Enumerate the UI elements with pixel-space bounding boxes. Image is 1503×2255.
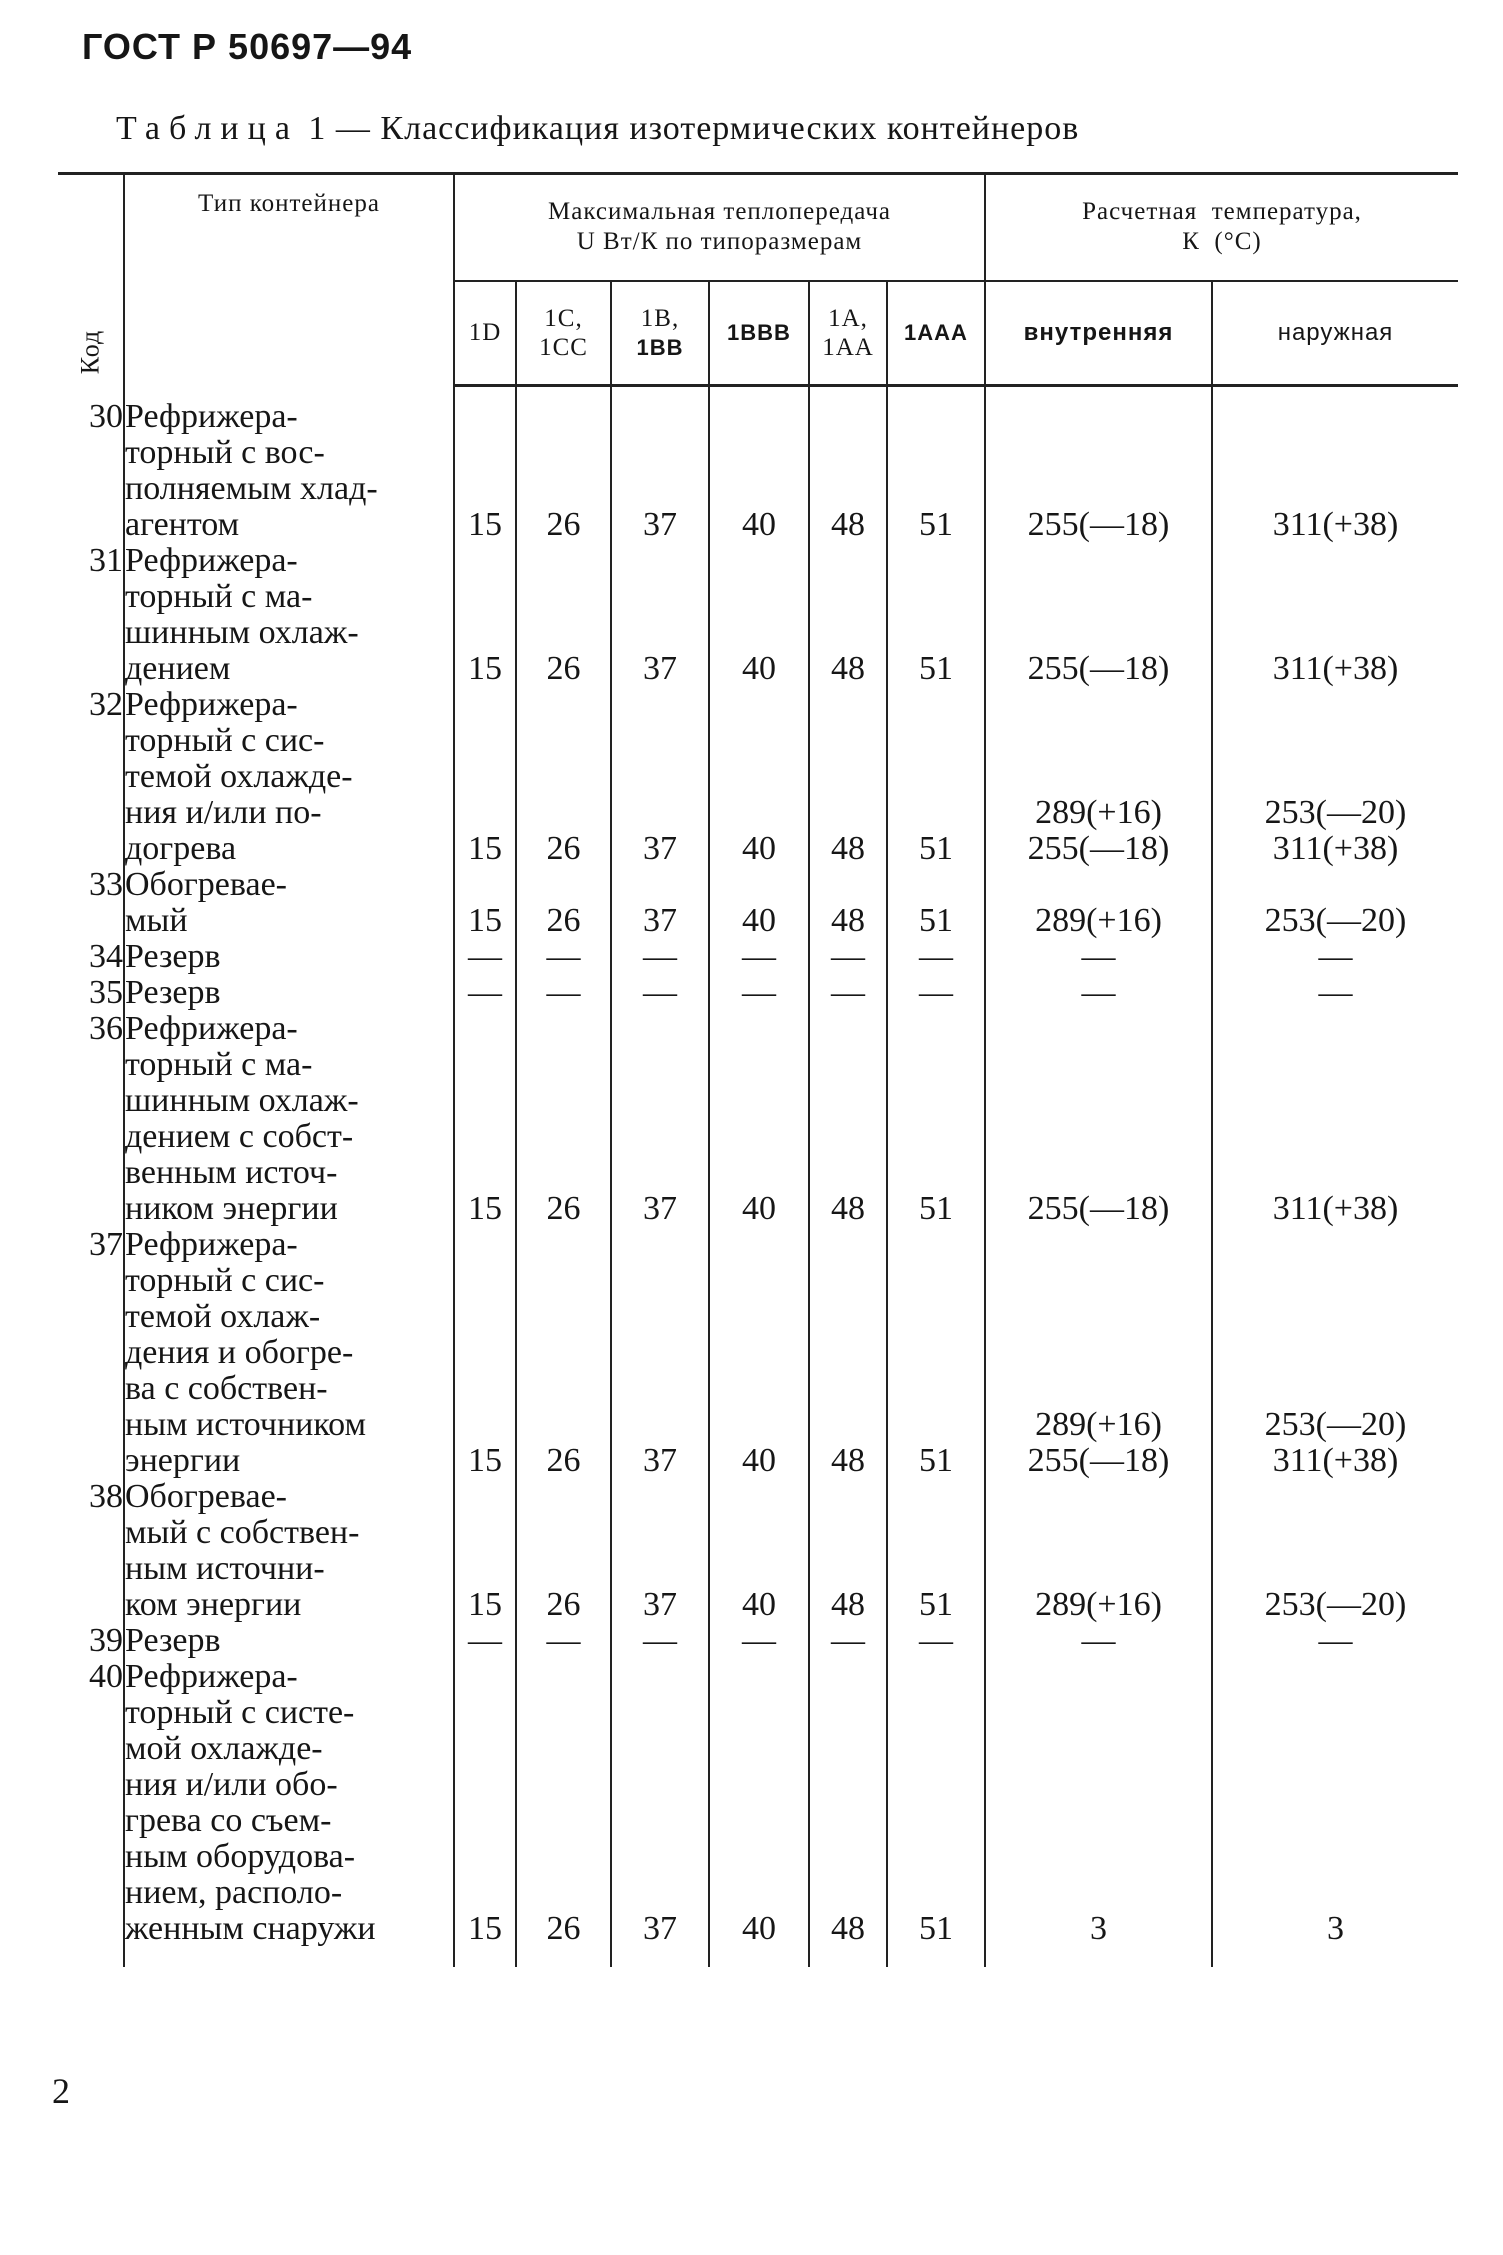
heat-value: 40 — [742, 1189, 776, 1227]
heat-value: 51 — [919, 1441, 953, 1479]
heat-value: — — [643, 937, 677, 975]
row-inner-temperature — [985, 867, 1212, 939]
row-heat-transfer-value — [611, 543, 709, 687]
row-heat-transfer-value — [454, 1479, 516, 1623]
type-line: шинным охлаж- — [125, 1081, 359, 1119]
row-heat-transfer-value — [709, 939, 809, 975]
heat-value: 37 — [643, 505, 677, 543]
heat-value: 37 — [643, 901, 677, 939]
type-line: энергии — [125, 1441, 241, 1479]
outer-temp-value: 311(+38) — [1272, 505, 1399, 543]
heat-value: 26 — [546, 829, 581, 867]
heat-value: — — [742, 937, 776, 975]
heat-value: 15 — [468, 1909, 502, 1947]
heat-value: 37 — [643, 1585, 677, 1623]
caption-text: 1 — Классификация изотермических контейнеров — [298, 110, 1080, 147]
type-line: Обогревае- — [125, 1477, 287, 1515]
row-heat-transfer-value — [454, 399, 516, 543]
type-line: дением с собст- — [125, 1117, 354, 1155]
page-number: 2 — [52, 2071, 70, 2111]
heat-value: 40 — [742, 1909, 776, 1947]
type-line: Рефрижера- — [125, 1657, 298, 1695]
row-heat-transfer-value — [454, 1227, 516, 1479]
heat-value: 40 — [742, 649, 776, 687]
type-line: Рефрижера- — [125, 685, 298, 723]
row-container-type — [124, 939, 454, 975]
type-line: Рефрижера- — [125, 1009, 298, 1047]
row-heat-transfer-value — [887, 1011, 985, 1227]
type-line: нием, располо- — [125, 1873, 343, 1911]
row-heat-transfer-value — [516, 939, 611, 975]
row-heat-transfer-value — [709, 399, 809, 543]
outer-temp-value: 311(+38) — [1272, 649, 1399, 687]
table-header — [58, 174, 1458, 386]
row-container-type — [124, 1623, 454, 1659]
row-heat-transfer-value — [887, 1479, 985, 1623]
row-heat-transfer-value — [454, 939, 516, 975]
heat-value: 37 — [643, 1441, 677, 1479]
heat-value: 48 — [831, 901, 865, 939]
type-line: мой охлажде- — [125, 1729, 323, 1767]
table-row — [58, 543, 1458, 687]
heat-value: 48 — [831, 1585, 865, 1623]
inner-temp-value: 255(—18) — [1027, 505, 1170, 543]
type-line: ния и/или по- — [125, 793, 322, 831]
outer-temp-value: 253(—20) — [1264, 793, 1407, 831]
row-code — [58, 867, 124, 939]
type-line: догрева — [125, 829, 237, 867]
row-heat-transfer-value — [611, 1623, 709, 1659]
row-heat-transfer-value — [887, 867, 985, 939]
row-code — [58, 939, 124, 975]
heat-value: 51 — [919, 505, 953, 543]
heat-value: 26 — [546, 901, 581, 939]
row-heat-transfer-value — [809, 399, 887, 543]
heat-value: 26 — [546, 1441, 581, 1479]
heat-value: 37 — [643, 649, 677, 687]
row-container-type — [124, 687, 454, 867]
heat-value: 51 — [919, 1909, 953, 1947]
heat-value: 51 — [919, 901, 953, 939]
heat-value: 40 — [742, 901, 776, 939]
row-heat-transfer-value — [809, 1659, 887, 1947]
heat-value: 37 — [643, 1909, 677, 1947]
code-value: 32 — [89, 685, 123, 723]
inner-temp-value: — — [1081, 1621, 1116, 1659]
heat-value: 51 — [919, 829, 953, 867]
row-outer-temperature — [1212, 687, 1458, 867]
code-value: 35 — [89, 973, 123, 1011]
type-line: Резерв — [125, 973, 221, 1011]
heat-value: — — [831, 937, 865, 975]
outer-temp-value: — — [1318, 1621, 1353, 1659]
type-line: шинным охлаж- — [125, 613, 359, 651]
row-inner-temperature — [985, 939, 1212, 975]
type-line: ным оборудова- — [125, 1837, 356, 1875]
row-code — [58, 687, 124, 867]
row-heat-transfer-value — [516, 1227, 611, 1479]
row-heat-transfer-value — [709, 1623, 809, 1659]
heat-value: — — [831, 1621, 865, 1659]
row-heat-transfer-value — [887, 687, 985, 867]
row-heat-transfer-value — [516, 687, 611, 867]
row-heat-transfer-value — [516, 543, 611, 687]
code-value: 30 — [89, 397, 123, 435]
heat-value: — — [546, 973, 581, 1011]
heat-value: 51 — [919, 649, 953, 687]
row-heat-transfer-value — [809, 1623, 887, 1659]
code-value: 33 — [89, 865, 123, 903]
row-heat-transfer-value — [809, 1227, 887, 1479]
row-heat-transfer-value — [887, 1227, 985, 1479]
type-line: венным источ- — [125, 1153, 338, 1191]
row-heat-transfer-value — [516, 1659, 611, 1947]
header-size-1c: 1C, 1CC — [516, 281, 611, 386]
inner-temp-value: 289(+16) — [1035, 901, 1162, 939]
table-row — [58, 939, 1458, 975]
heat-value: 26 — [546, 1909, 581, 1947]
table-row — [58, 1479, 1458, 1623]
header-size-1aaa: 1AAA — [887, 281, 985, 386]
type-line: торный с сис- — [125, 721, 325, 759]
row-heat-transfer-value — [611, 1659, 709, 1947]
row-outer-temperature — [1212, 1227, 1458, 1479]
heat-value: 15 — [468, 901, 502, 939]
row-heat-transfer-value — [454, 867, 516, 939]
heat-value: 26 — [546, 649, 581, 687]
row-heat-transfer-value — [809, 975, 887, 1011]
table-body — [58, 385, 1458, 1967]
row-heat-transfer-value — [454, 975, 516, 1011]
row-code — [58, 1011, 124, 1227]
heat-value: 15 — [468, 1585, 502, 1623]
type-line: дения и обогре- — [125, 1333, 354, 1371]
heat-value: — — [468, 937, 502, 975]
row-container-type — [124, 867, 454, 939]
heat-value: 40 — [742, 1585, 776, 1623]
row-code — [58, 1227, 124, 1479]
type-line: Рефрижера- — [125, 541, 298, 579]
inner-temp-value: 289(+16) — [1035, 1585, 1162, 1623]
row-inner-temperature — [985, 1659, 1212, 1947]
row-outer-temperature — [1212, 543, 1458, 687]
table-row — [58, 1011, 1458, 1227]
type-line: ком энергии — [125, 1585, 302, 1623]
heat-value: 40 — [742, 829, 776, 867]
row-heat-transfer-value — [611, 975, 709, 1011]
type-line: Резерв — [125, 1621, 221, 1659]
heat-value: 15 — [468, 649, 502, 687]
row-heat-transfer-value — [709, 1659, 809, 1947]
heat-value: — — [546, 937, 581, 975]
row-container-type — [124, 399, 454, 543]
heat-value: 37 — [643, 1189, 677, 1227]
heat-value: 26 — [546, 1189, 581, 1227]
row-heat-transfer-value — [809, 543, 887, 687]
type-line: ния и/или обо- — [125, 1765, 338, 1803]
table-row — [58, 867, 1458, 939]
heat-value: 26 — [546, 505, 581, 543]
heat-value: 48 — [831, 505, 865, 543]
type-line: Резерв — [125, 937, 221, 975]
heat-value: 40 — [742, 1441, 776, 1479]
heat-value: 48 — [831, 1441, 865, 1479]
row-heat-transfer-value — [709, 975, 809, 1011]
type-line: темой охлаж- — [125, 1297, 321, 1335]
type-line: полняемым хлад- — [125, 469, 378, 507]
code-value: 40 — [89, 1657, 123, 1695]
type-line: ва с собствен- — [125, 1369, 328, 1407]
row-inner-temperature — [985, 1623, 1212, 1659]
row-container-type — [124, 1479, 454, 1623]
row-heat-transfer-value — [516, 1479, 611, 1623]
row-heat-transfer-value — [887, 399, 985, 543]
row-outer-temperature — [1212, 1623, 1458, 1659]
code-value: 39 — [89, 1621, 123, 1659]
row-outer-temperature — [1212, 975, 1458, 1011]
heat-value: — — [468, 1621, 502, 1659]
heat-value: — — [742, 973, 776, 1011]
row-heat-transfer-value — [454, 1011, 516, 1227]
outer-temp-value: 253(—20) — [1264, 1405, 1407, 1443]
row-container-type — [124, 1011, 454, 1227]
row-outer-temperature — [1212, 1011, 1458, 1227]
row-heat-transfer-value — [709, 687, 809, 867]
row-container-type — [124, 1227, 454, 1479]
document-code: ГОСТ Р 50697—94 — [82, 26, 413, 67]
row-heat-transfer-value — [709, 867, 809, 939]
heat-value: — — [919, 973, 953, 1011]
header-outer: наружная — [1212, 281, 1458, 386]
heat-value: 48 — [831, 649, 865, 687]
row-inner-temperature — [985, 1011, 1212, 1227]
inner-temp-value: — — [1081, 973, 1116, 1011]
type-line: темой охлажде- — [125, 757, 353, 795]
table-row — [58, 687, 1458, 867]
row-heat-transfer-value — [887, 543, 985, 687]
row-heat-transfer-value — [809, 867, 887, 939]
row-heat-transfer-value — [887, 939, 985, 975]
heat-value: — — [468, 973, 502, 1011]
heat-value: — — [919, 937, 953, 975]
row-heat-transfer-value — [611, 399, 709, 543]
row-heat-transfer-value — [887, 975, 985, 1011]
row-inner-temperature — [985, 543, 1212, 687]
classification-table — [58, 172, 1458, 1967]
row-heat-transfer-value — [809, 1479, 887, 1623]
row-outer-temperature — [1212, 939, 1458, 975]
header-design-temperature: Расчетная температура, К (°С) — [985, 174, 1458, 281]
code-value: 38 — [89, 1477, 123, 1515]
header-max-heat-transfer: Максимальная теплопередача U Вт/К по типоразмерам — [454, 174, 985, 281]
row-heat-transfer-value — [516, 1623, 611, 1659]
row-code — [58, 399, 124, 543]
type-line: мый с собствен- — [125, 1513, 360, 1551]
row-heat-transfer-value — [454, 1623, 516, 1659]
row-heat-transfer-value — [887, 1623, 985, 1659]
heat-value: 15 — [468, 829, 502, 867]
inner-temp-value: 289(+16) — [1035, 793, 1162, 831]
row-heat-transfer-value — [809, 939, 887, 975]
type-line: Рефрижера- — [125, 1225, 298, 1263]
row-outer-temperature — [1212, 399, 1458, 543]
header-inner: внутренняя — [985, 281, 1212, 386]
row-heat-transfer-value — [454, 543, 516, 687]
table-row — [58, 1227, 1458, 1479]
row-heat-transfer-value — [454, 1659, 516, 1947]
row-inner-temperature — [985, 1479, 1212, 1623]
row-heat-transfer-value — [611, 867, 709, 939]
row-code — [58, 543, 124, 687]
heat-value: 48 — [831, 1909, 865, 1947]
row-heat-transfer-value — [611, 1227, 709, 1479]
heat-value: — — [919, 1621, 953, 1659]
heat-value: 40 — [742, 505, 776, 543]
heat-value: 26 — [546, 1585, 581, 1623]
code-value: 37 — [89, 1225, 123, 1263]
row-inner-temperature — [985, 687, 1212, 867]
row-code — [58, 1623, 124, 1659]
heat-value: — — [742, 1621, 776, 1659]
type-line: торный с систе- — [125, 1693, 355, 1731]
row-container-type — [124, 543, 454, 687]
row-container-type — [124, 1659, 454, 1947]
row-container-type — [124, 975, 454, 1011]
row-heat-transfer-value — [516, 1011, 611, 1227]
inner-temp-value: 255(—18) — [1027, 1189, 1170, 1227]
type-line: агентом — [125, 505, 240, 543]
row-heat-transfer-value — [809, 1011, 887, 1227]
row-inner-temperature — [985, 399, 1212, 543]
table-row — [58, 1659, 1458, 1947]
row-code — [58, 1659, 124, 1947]
heat-value: 48 — [831, 1189, 865, 1227]
caption-label: Таблица — [116, 110, 299, 147]
heat-value: — — [546, 1621, 581, 1659]
outer-temp-value: 311(+38) — [1272, 1189, 1399, 1227]
outer-temp-value: — — [1318, 937, 1353, 975]
header-size-1a: 1A, 1AA — [809, 281, 887, 386]
heat-value: — — [831, 973, 865, 1011]
outer-temp-value: 311(+38) — [1272, 1441, 1399, 1479]
row-heat-transfer-value — [709, 543, 809, 687]
heat-value: 15 — [468, 1189, 502, 1227]
header-kod: Код — [58, 174, 124, 386]
outer-temp-value: 311(+38) — [1272, 829, 1399, 867]
row-heat-transfer-value — [709, 1479, 809, 1623]
row-code — [58, 975, 124, 1011]
code-value: 36 — [89, 1009, 123, 1047]
inner-temp-value: 3 — [1090, 1909, 1107, 1947]
header-type: Тип контейнера — [124, 174, 454, 386]
row-heat-transfer-value — [611, 687, 709, 867]
row-heat-transfer-value — [516, 867, 611, 939]
inner-temp-value: 289(+16) — [1035, 1405, 1162, 1443]
heat-value: 15 — [468, 1441, 502, 1479]
type-line: торный с ма- — [125, 1045, 313, 1083]
type-line: грева со съем- — [125, 1801, 332, 1839]
code-value: 34 — [89, 937, 123, 975]
type-line: ником энергии — [125, 1189, 338, 1227]
inner-temp-value: 255(—18) — [1027, 829, 1170, 867]
row-heat-transfer-value — [709, 1011, 809, 1227]
type-line: Рефрижера- — [125, 397, 298, 435]
type-line: мый — [125, 901, 188, 939]
heat-value: 15 — [468, 505, 502, 543]
inner-temp-value: — — [1081, 937, 1116, 975]
table-row — [58, 399, 1458, 543]
row-outer-temperature — [1212, 1479, 1458, 1623]
code-value: 31 — [89, 541, 123, 579]
row-heat-transfer-value — [454, 687, 516, 867]
heat-value: 48 — [831, 829, 865, 867]
row-heat-transfer-value — [809, 687, 887, 867]
header-size-1b: 1B, 1BB — [611, 281, 709, 386]
outer-temp-value: 253(—20) — [1264, 1585, 1407, 1623]
heat-value: 51 — [919, 1585, 953, 1623]
outer-temp-value: 3 — [1327, 1909, 1344, 1947]
type-line: ным источни- — [125, 1549, 325, 1587]
row-outer-temperature — [1212, 867, 1458, 939]
row-inner-temperature — [985, 975, 1212, 1011]
row-heat-transfer-value — [887, 1659, 985, 1947]
header-size-1d: 1D — [454, 281, 516, 386]
table-row — [58, 1623, 1458, 1659]
type-line: дением — [125, 649, 231, 687]
row-heat-transfer-value — [516, 975, 611, 1011]
row-heat-transfer-value — [611, 1011, 709, 1227]
row-inner-temperature — [985, 1227, 1212, 1479]
table-row — [58, 975, 1458, 1011]
type-line: торный с сис- — [125, 1261, 325, 1299]
row-code — [58, 1479, 124, 1623]
heat-value: 37 — [643, 829, 677, 867]
header-size-1bbb: 1BBB — [709, 281, 809, 386]
type-line: Обогревае- — [125, 865, 287, 903]
heat-value: — — [643, 1621, 677, 1659]
outer-temp-value: — — [1318, 973, 1353, 1011]
inner-temp-value: 255(—18) — [1027, 649, 1170, 687]
row-outer-temperature — [1212, 1659, 1458, 1947]
row-heat-transfer-value — [516, 399, 611, 543]
table-caption — [116, 110, 1079, 148]
outer-temp-value: 253(—20) — [1264, 901, 1407, 939]
heat-value: — — [643, 973, 677, 1011]
row-heat-transfer-value — [611, 939, 709, 975]
row-heat-transfer-value — [611, 1479, 709, 1623]
type-line: торный с вос- — [125, 433, 325, 471]
type-line: женным снаружи — [125, 1909, 376, 1947]
inner-temp-value: 255(—18) — [1027, 1441, 1170, 1479]
type-line: торный с ма- — [125, 577, 313, 615]
type-line: ным источником — [125, 1405, 367, 1443]
heat-value: 51 — [919, 1189, 953, 1227]
row-heat-transfer-value — [709, 1227, 809, 1479]
